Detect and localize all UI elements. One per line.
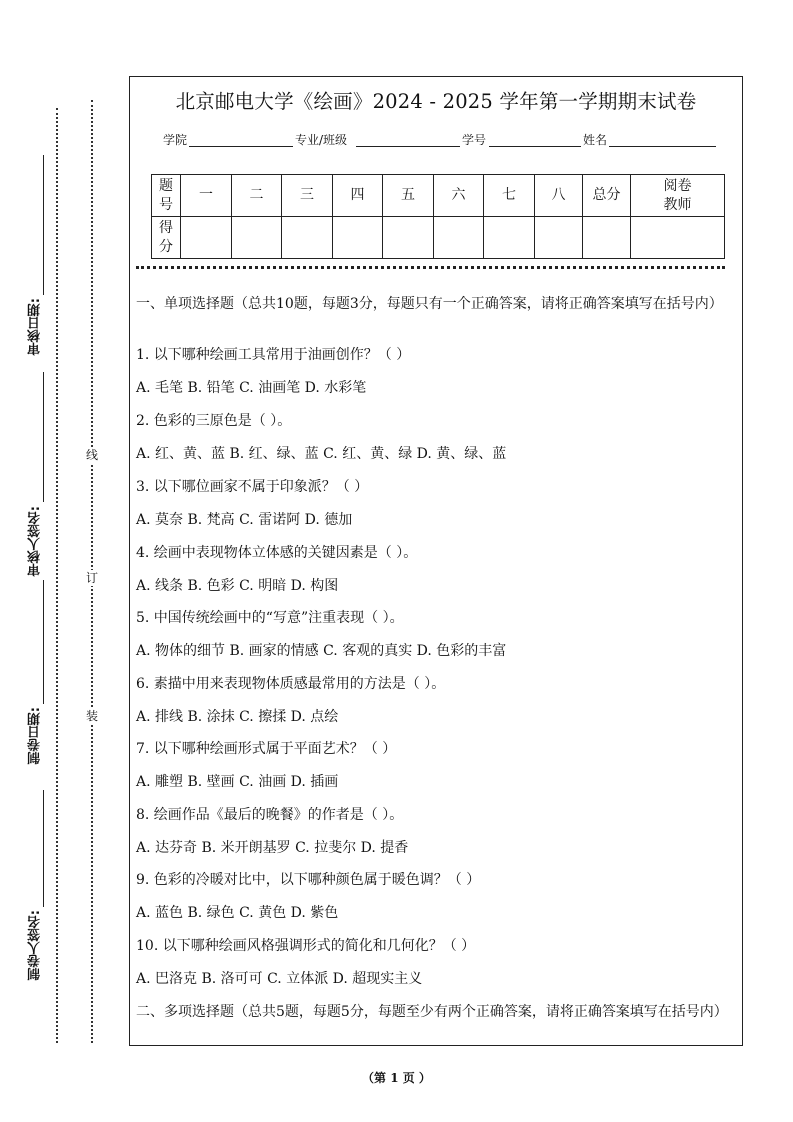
field-college-input[interactable] [189,146,293,147]
options-10: A. 巴洛克 B. 洛可可 C. 立体派 D. 超现实主义 [136,971,423,987]
header-cell-3: 三 [282,175,333,217]
score-cell[interactable] [181,217,232,259]
reviewer-date-line [43,155,44,295]
question-4: 4. 绘画中表现物体立体感的关键因素是（ ）。 [136,545,418,561]
options-9: A. 蓝色 B. 绿色 C. 黄色 D. 紫色 [136,905,339,921]
maker-date-label: 制卷日期: [28,707,43,765]
score-row-label: 得 分 [152,217,181,259]
field-major-label: 专业/班级 [295,133,348,147]
question-10: 10. 以下哪种绘画风格强调形式的简化和几何化？（ ） [136,938,476,954]
question-2: 2. 色彩的三原色是（ ）。 [136,413,292,429]
maker-sign-label: 制卷人签名: [28,910,43,981]
question-3: 3. 以下哪位画家不属于印象派？（ ） [136,479,369,495]
score-cell[interactable] [282,217,333,259]
maker-sign-line [43,790,44,907]
options-2: A. 红、黄、蓝 B. 红、绿、蓝 C. 红、黄、绿 D. 黄、绿、蓝 [136,446,507,462]
score-cell[interactable] [333,217,383,259]
header-cell-7: 七 [484,175,535,217]
score-cell[interactable] [434,217,484,259]
header-cell-1: 一 [181,175,232,217]
page-number: （第 1 页 ） [362,1071,431,1085]
options-6: A. 排线 B. 涂抹 C. 擦揉 D. 点绘 [136,709,339,725]
question-9: 9. 色彩的冷暖对比中，以下哪种颜色属于暖色调？（ ） [136,872,481,888]
options-4: A. 线条 B. 色彩 C. 明暗 D. 构图 [136,578,339,594]
header-cell-question-no: 题 号 [152,175,181,217]
header-cell-8: 八 [535,175,583,217]
header-cell-4: 四 [333,175,383,217]
binding-char-ding: 订 [85,571,98,585]
header-cell-5: 五 [383,175,434,217]
options-1: A. 毛笔 B. 铅笔 C. 油画笔 D. 水彩笔 [136,380,367,396]
header-cell-grader: 阅卷 教师 [631,175,725,217]
options-8: A. 达芬奇 B. 米开朗基罗 C. 拉斐尔 D. 提香 [136,840,409,856]
question-5: 5. 中国传统绘画中的“写意”注重表现（ ）。 [136,610,404,626]
section2-heading: 二、多项选择题（总共5题，每题5分，每题至少有两个正确答案，请将正确答案填写在括号内） [136,1004,728,1020]
maker-date-line [43,580,44,704]
score-table [151,174,725,259]
score-cell[interactable] [383,217,434,259]
header-cell-total: 总分 [583,175,631,217]
options-3: A. 莫奈 B. 梵高 C. 雷诺阿 D. 德加 [136,512,353,528]
section1-heading: 一、单项选择题（总共10题，每题3分，每题只有一个正确答案，请将正确答案填写在括号内） [136,296,723,312]
score-cell[interactable] [232,217,282,259]
reviewer-sign-label: 审核人签名: [28,506,43,577]
score-header-row [152,175,725,217]
question-1: 1. 以下哪种绘画工具常用于油画创作？（ ） [136,347,411,363]
question-8: 8. 绘画作品《最后的晚餐》的作者是（ ）。 [136,807,404,823]
field-id-label: 学号 [462,133,487,147]
options-7: A. 雕塑 B. 壁画 C. 油画 D. 插画 [136,774,339,790]
header-cell-2: 二 [232,175,282,217]
field-major-input[interactable] [356,146,460,147]
binding-char-zhuang: 装 [85,709,98,723]
binding-char-xian: 线 [85,448,98,462]
options-5: A. 物体的细节 B. 画家的情感 C. 客观的真实 D. 色彩的丰富 [136,643,507,659]
exam-title: 北京邮电大学《绘画》2024 - 2025 学年第一学期期末试卷 [175,90,697,113]
reviewer-date-label: 审核日期: [28,298,43,356]
reviewer-sign-line [43,372,44,502]
field-name-input[interactable] [609,146,716,147]
score-cell[interactable] [484,217,535,259]
score-value-row [152,217,725,259]
field-college-label: 学院 [163,133,188,147]
margin-dotted-line [56,108,58,1043]
field-id-input[interactable] [489,146,581,147]
field-name-label: 姓名 [583,133,608,147]
score-cell-total[interactable] [583,217,631,259]
header-cell-6: 六 [434,175,484,217]
score-cell[interactable] [535,217,583,259]
question-7: 7. 以下哪种绘画形式属于平面艺术？（ ） [136,741,397,757]
section-separator [136,266,725,269]
score-cell-grader[interactable] [631,217,725,259]
question-6: 6. 素描中用来表现物体质感最常用的方法是（ ）。 [136,676,446,692]
